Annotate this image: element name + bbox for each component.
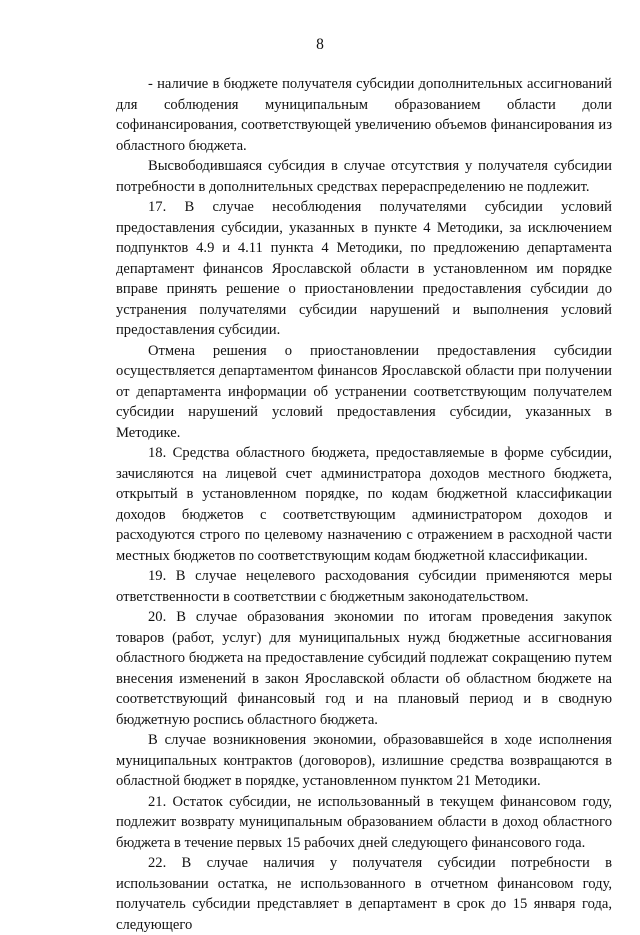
paragraph-5: 18. Средства областного бюджета, предоставляемые в форме субсидии, зачисляются на лицевой счет администратора доходов местного бюджета, открытый в установленном порядке, по кодам бюджетной классификации доходов бюджетов с соответствующим администратором доходов и расходуются строго по целевому назначению с отражением в расходной части местных бюджетов по соответствующим кодам бюджетной классификации. (116, 445, 612, 564)
paragraph-8: В случае возникновения экономии, образовавшейся в ходе исполнения муниципальных контрактов (договоров), излишние средства возвращаются в областной бюджет в порядке, установленном пунктом 21 Методики. (116, 732, 612, 789)
paragraph-2: Высвободившаяся субсидия в случае отсутствия у получателя субсидии потребности в дополнительных средствах перераспределению не подлежит. (116, 158, 612, 195)
paragraph-10: 22. В случае наличия у получателя субсидии потребности в использовании остатка, не использованного в отчетном финансовом году, получатель субсидии представляет в департамент в срок до 15 января года, следующего (116, 855, 612, 933)
page-number: 8 (316, 36, 324, 53)
paragraph-3: 17. В случае несоблюдения получателями субсидии условий предоставления субсидии, указанных в пункте 4 Методики, за исключением подпунктов 4.9 и 4.11 пункта 4 Методики, по предложению департамента департамент финансов Ярославской области в установленном им порядке вправе принять решение о приостановлении предоставления субсидии до устранения получателями субсидии нарушений и выполнения условий предоставления субсидии. (116, 199, 612, 338)
document-body (116, 74, 612, 935)
paragraph-7: 20. В случае образования экономии по итогам проведения закупок товаров (работ, услуг) для муниципальных нужд бюджетные ассигнования областного бюджета на предоставление субсидий подлежат сокращению путем внесения изменений в закон Ярославской области об областном бюджете на соответствующий финансовый год и на плановый период и в сводную бюджетную роспись областного бюджета. (116, 609, 612, 728)
paragraph-6: 19. В случае нецелевого расходования субсидии применяются меры ответственности в соответствии с бюджетным законодательством. (116, 568, 612, 605)
paragraph-4: Отмена решения о приостановлении предоставления субсидии осуществляется департаментом финансов Ярославской области при получении от департамента информации об устранении соответствующим получателем субсидии нарушений условий предоставления субсидии, указанных в Методике. (116, 342, 612, 441)
paragraph-1: - наличие в бюджете получателя субсидии дополнительных ассигнований для соблюдения муниципальным образованием области доли софинансирования, соответствующей увеличению объемов финансирования из областного бюджета. (116, 76, 612, 154)
paragraph-9: 21. Остаток субсидии, не использованный в текущем финансовом году, подлежит возврату муниципальным образованием области в доход областного бюджета в течение первых 15 рабочих дней следующего финансового года. (116, 793, 612, 851)
